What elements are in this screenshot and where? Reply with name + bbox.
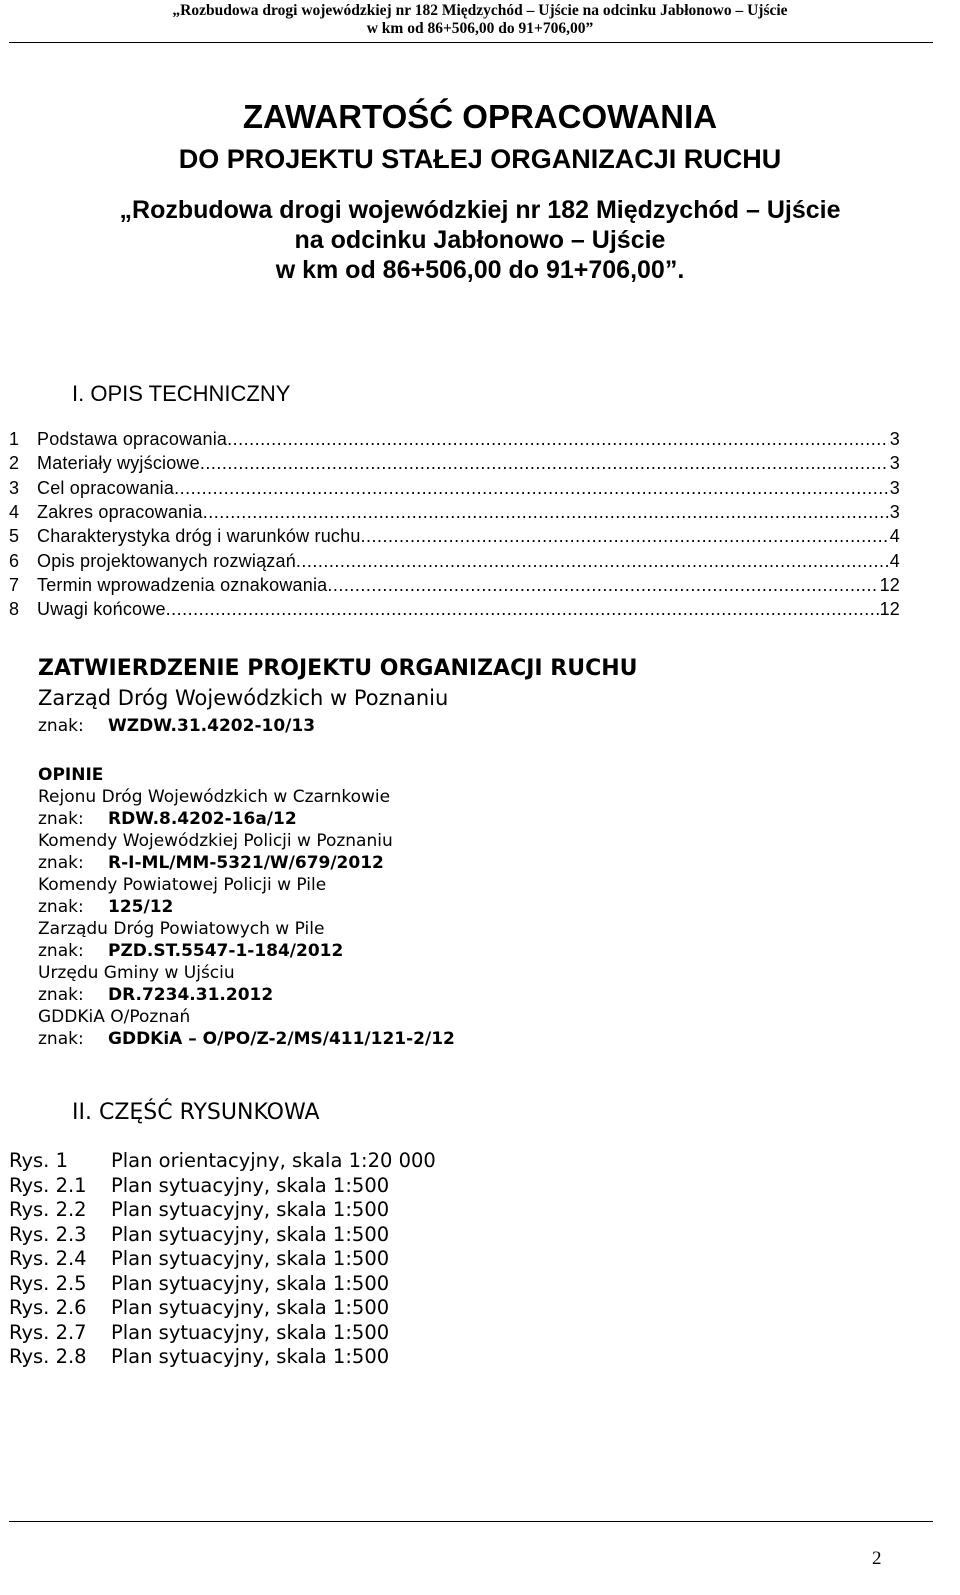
drawing-id: Rys. 2.6: [9, 1296, 87, 1319]
opinion-organization: Komendy Wojewódzkiej Policji w Poznaniu: [38, 831, 393, 851]
opinion-organization: Komendy Powiatowej Policji w Pile: [38, 875, 327, 895]
toc-item-page: 12: [879, 599, 900, 620]
toc-item-number: 4: [9, 501, 20, 522]
opinion-reference: [38, 897, 173, 917]
drawing-description: Plan orientacyjny, skala 1:20 000: [111, 1149, 436, 1172]
drawing-id: Rys. 2.4: [9, 1247, 87, 1270]
toc-item-number: 3: [9, 477, 20, 498]
opinion-organization: Urzędu Gminy w Ujściu: [38, 963, 235, 983]
drawing-id: Rys. 1: [9, 1149, 68, 1172]
footer-rule: [9, 1521, 933, 1522]
approval-reference: [38, 716, 315, 736]
section-2-heading: II. CZĘŚĆ RYSUNKOWA: [72, 1100, 320, 1125]
header-rule: [9, 42, 933, 43]
approval-authority: Zarząd Dróg Wojewódzkich w Poznaniu: [38, 686, 449, 710]
drawing-description: Plan sytuacyjny, skala 1:500: [111, 1296, 390, 1319]
toc-item-label: Zakres opracowania: [37, 501, 203, 522]
toc-item-page: 3: [889, 429, 900, 449]
toc-item-page: 4: [889, 526, 900, 547]
toc-leader-dots: [166, 599, 879, 620]
znak-label: znak:: [38, 897, 84, 917]
drawing-id: Rys. 2.1: [9, 1173, 87, 1197]
toc-item-label: Termin wprowadzenia oznakowania: [37, 574, 328, 595]
toc-item-label: Podstawa opracowania: [37, 429, 228, 449]
drawing-id: Rys. 2.8: [9, 1345, 87, 1368]
opinion-organization: GDDKiA O/Poznań: [38, 1007, 191, 1027]
opinion-reference: [38, 941, 343, 961]
project-name-line-3: w km od 86+506,00 do 91+706,00”.: [275, 256, 685, 284]
running-header-line-1: „Rozbudowa drogi wojewódzkiej nr 182 Międzychód – Ujście na odcinku Jabłonowo – Ujście: [172, 2, 788, 19]
drawing-id: Rys. 2.5: [9, 1271, 87, 1295]
drawing-description: Plan sytuacyjny, skala 1:500: [111, 1247, 390, 1270]
toc-item-label: Opis projektowanych rozwiązań: [37, 550, 296, 571]
toc-leader-dots: [174, 478, 889, 499]
document-subtitle: DO PROJEKTU STAŁEJ ORGANIZACJI RUCHU: [178, 144, 782, 174]
toc-item-number: 8: [9, 599, 20, 620]
document-title: ZAWARTOŚĆ OPRACOWANIA: [242, 98, 718, 135]
drawing-id: Rys. 2.7: [9, 1320, 87, 1344]
toc-item-label: Materiały wyjściowe: [37, 453, 200, 474]
drawing-description: Plan sytuacyjny, skala 1:500: [111, 1198, 390, 1221]
drawing-description: Plan sytuacyjny, skala 1:500: [111, 1173, 390, 1197]
znak-value: DR.7234.31.2012: [108, 985, 274, 1005]
drawing-list-item: [9, 1321, 389, 1344]
opinion-reference: [38, 809, 297, 829]
opinions-heading: OPINIE: [38, 765, 104, 785]
page-number: 2: [872, 1548, 882, 1569]
toc-item-label: Charakterystyka dróg i warunków ruchu: [37, 526, 361, 547]
znak-value: PZD.ST.5547-1-184/2012: [108, 941, 344, 961]
section-1-heading: I. OPIS TECHNICZNY: [72, 381, 291, 406]
znak-value: WZDW.31.4202-10/13: [108, 716, 316, 736]
opinion-reference: [38, 985, 273, 1005]
znak-label: znak:: [38, 809, 84, 829]
znak-label: znak:: [38, 1029, 84, 1049]
approval-heading: ZATWIERDZENIE PROJEKTU ORGANIZACJI RUCHU: [38, 656, 638, 681]
toc-item[interactable]: [9, 526, 900, 550]
toc-item-label: Uwagi końcowe: [37, 599, 166, 620]
toc-item-number: 2: [9, 453, 20, 474]
toc-item-number: 7: [9, 574, 20, 595]
project-name-line-1: „Rozbudowa drogi wojewódzkiej nr 182 Międzychód – Ujście: [119, 196, 841, 224]
toc-item-number: 1: [9, 429, 20, 449]
toc-leader-dots: [296, 551, 889, 572]
toc-leader-dots: [200, 453, 889, 474]
drawing-list-item: [9, 1174, 389, 1197]
toc-item-label: Cel opracowania: [37, 477, 175, 498]
toc-item-page: 3: [889, 501, 900, 522]
toc-leader-dots: [203, 502, 889, 523]
drawing-list-item: [9, 1247, 389, 1270]
drawing-list-item: [9, 1149, 436, 1172]
toc-item[interactable]: [9, 429, 900, 453]
drawing-description: Plan sytuacyjny, skala 1:500: [111, 1320, 390, 1344]
znak-label: znak:: [38, 853, 84, 873]
drawing-description: Plan sytuacyjny, skala 1:500: [111, 1271, 390, 1295]
toc-item[interactable]: [9, 599, 900, 623]
znak-value: R-I-ML/MM-5321/W/679/2012: [108, 853, 384, 873]
drawing-description: Plan sytuacyjny, skala 1:500: [111, 1345, 390, 1368]
toc-item-page: 3: [889, 477, 900, 498]
toc-leader-dots: [327, 575, 878, 596]
znak-label: znak:: [38, 941, 84, 961]
toc-item-page: 12: [879, 574, 900, 595]
drawing-list-item: [9, 1345, 389, 1368]
opinion-reference: [38, 853, 384, 873]
drawing-id: Rys. 2.3: [9, 1222, 87, 1246]
toc-item[interactable]: [9, 575, 900, 599]
drawing-id: Rys. 2.2: [9, 1198, 87, 1221]
running-header-line-2: w km od 86+506,00 do 91+706,00”: [366, 20, 594, 37]
znak-value: RDW.8.4202-16a/12: [108, 809, 297, 829]
toc-item[interactable]: [9, 502, 900, 526]
drawing-list-item: [9, 1198, 389, 1221]
drawing-description: Plan sytuacyjny, skala 1:500: [111, 1222, 390, 1246]
toc-item-page: 3: [889, 453, 900, 474]
project-name-line-2: na odcinku Jabłonowo – Ujście: [294, 226, 666, 254]
znak-label: znak:: [38, 985, 84, 1005]
znak-value: 125/12: [108, 897, 174, 917]
toc-item[interactable]: [9, 478, 900, 502]
znak-label: znak:: [38, 716, 84, 736]
opinion-organization: Rejonu Dróg Wojewódzkich w Czarnkowie: [38, 787, 391, 807]
znak-value: GDDKiA – O/PO/Z-2/MS/411/121-2/12: [108, 1029, 455, 1049]
toc-item-number: 5: [9, 526, 20, 547]
drawing-list-item: [9, 1223, 389, 1246]
toc-item-page: 4: [889, 550, 900, 571]
toc-leader-dots: [227, 429, 889, 450]
drawing-list-item: [9, 1296, 389, 1319]
drawing-list-item: [9, 1272, 389, 1295]
toc-item-number: 6: [9, 550, 20, 571]
opinion-reference: [38, 1029, 455, 1049]
toc-item[interactable]: [9, 453, 900, 477]
toc-leader-dots: [361, 526, 889, 547]
opinion-organization: Zarządu Dróg Powiatowych w Pile: [38, 919, 325, 939]
toc-item[interactable]: [9, 551, 900, 575]
